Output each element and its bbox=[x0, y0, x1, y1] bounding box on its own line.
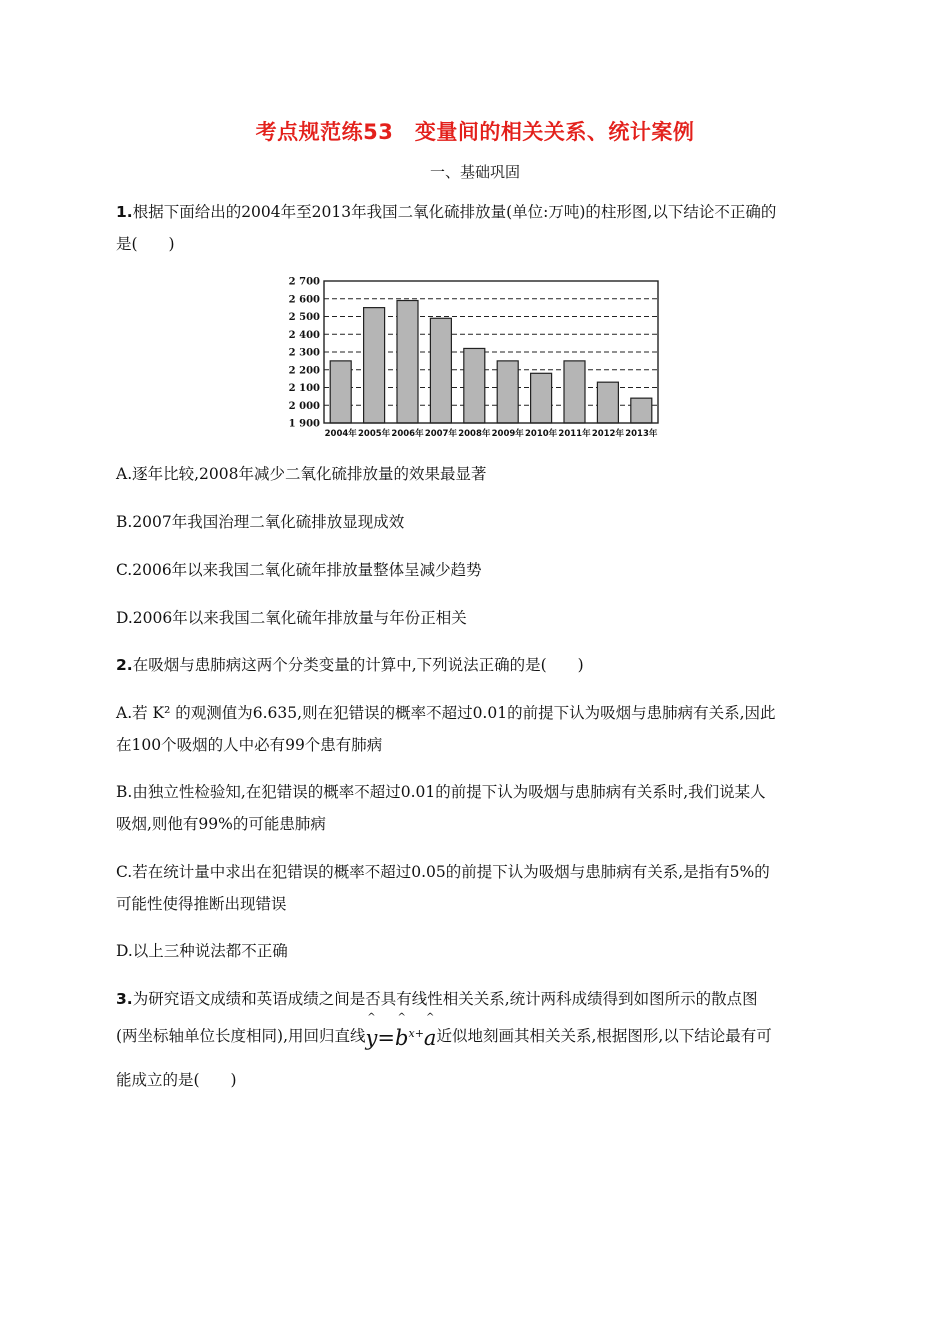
q3-stem-2-post: 近似地刻画其相关关系,根据图形,以下结论最有可 bbox=[436, 1027, 772, 1045]
y-tick-label: 2 300 bbox=[288, 347, 320, 359]
q3-stem-1: 为研究语文成绩和英语成绩之间是否具有线性相关关系,统计两科成绩得到如图所示的散点图 bbox=[132, 990, 758, 1008]
q3-number: 3. bbox=[116, 990, 133, 1008]
q3-line1 bbox=[116, 987, 758, 1009]
chart-bars bbox=[330, 301, 652, 423]
q1-option-a[interactable]: A.逐年比较,2008年减少二氧化硫排放量的效果最显著 bbox=[116, 465, 487, 483]
regression-formula: ^ y= ^ $b^{x+}$ ^ a bbox=[365, 1012, 437, 1050]
q2-option-c-1[interactable]: C.若在统计量中求出在犯错误的概率不超过0.05的前提下认为吸烟与患肺病有关系,是指有5%的 bbox=[116, 863, 770, 881]
y-tick-label: 2 200 bbox=[288, 365, 320, 377]
y-tick-label: 2 400 bbox=[288, 329, 320, 341]
x-tick-label: 2011年 bbox=[558, 429, 591, 439]
q1-stem-1: 根据下面给出的2004年至2013年我国二氧化硫排放量(单位:万吨)的柱形图,以下结论不正确的 bbox=[132, 203, 777, 221]
bar bbox=[497, 361, 518, 423]
bar bbox=[330, 361, 351, 423]
y-tick-label: 2 100 bbox=[288, 383, 320, 394]
q3-stem-3: 能成立的是( ) bbox=[116, 1071, 237, 1089]
x-tick-label: 2008年 bbox=[458, 429, 491, 439]
q1-option-d[interactable]: D.2006年以来我国二氧化硫年排放量与年份正相关 bbox=[116, 609, 467, 627]
x-tick-label: 2012年 bbox=[591, 429, 624, 439]
y-tick-label: 2 600 bbox=[288, 294, 320, 306]
x-tick-label: 2009年 bbox=[491, 429, 524, 439]
x-tick-label: 2013年 bbox=[625, 429, 658, 439]
y-tick-label: 2 700 bbox=[288, 276, 320, 288]
bar bbox=[531, 373, 552, 423]
sulfur-dioxide-bar-chart bbox=[282, 272, 662, 444]
q2-number: 2. bbox=[116, 656, 133, 674]
bar bbox=[397, 301, 418, 423]
q1-line1 bbox=[116, 200, 776, 222]
q2-stem: 在吸烟与患肺病这两个分类变量的计算中,下列说法正确的是( ) bbox=[132, 656, 584, 674]
q2-line bbox=[116, 653, 584, 675]
x-tick-label: 2010年 bbox=[525, 429, 558, 439]
bar bbox=[631, 398, 652, 423]
bar bbox=[464, 348, 485, 423]
chart-y-ticks bbox=[289, 277, 320, 430]
q3-line2 bbox=[116, 1012, 772, 1050]
y-tick-label: 2 000 bbox=[288, 400, 320, 412]
y-tick-label: 1 900 bbox=[288, 418, 320, 430]
q1-stem-2: 是( ) bbox=[116, 235, 175, 253]
q1-number: 1. bbox=[116, 203, 133, 221]
q1-option-c[interactable]: C.2006年以来我国二氧化硫年排放量整体呈减少趋势 bbox=[116, 561, 482, 579]
q2-option-d[interactable]: D.以上三种说法都不正确 bbox=[116, 942, 288, 960]
bar bbox=[430, 318, 451, 423]
q1-option-b[interactable]: B.2007年我国治理二氧化硫排放显现成效 bbox=[116, 513, 405, 531]
x-tick-label: 2005年 bbox=[358, 429, 391, 439]
q2-option-a-1[interactable]: A.若 K² 的观测值为6.635,则在犯错误的概率不超过0.01的前提下认为吸烟与患肺病有关系,因此 bbox=[116, 704, 776, 722]
q2-option-b-2: 吸烟,则他有99%的可能患肺病 bbox=[116, 815, 326, 833]
section-heading: 一、基础巩固 bbox=[429, 163, 520, 181]
chart-x-ticks bbox=[325, 428, 658, 439]
bar bbox=[564, 361, 585, 423]
page-title: 考点规范练53 变量间的相关关系、统计案例 bbox=[255, 120, 695, 144]
bar bbox=[597, 382, 618, 423]
q3-stem-2-pre: (两坐标轴单位长度相同),用回归直线 bbox=[116, 1027, 366, 1045]
q2-option-c-2: 可能性使得推断出现错误 bbox=[116, 895, 287, 913]
x-tick-label: 2004年 bbox=[324, 429, 357, 439]
x-tick-label: 2007年 bbox=[424, 429, 457, 439]
x-tick-label: 2006年 bbox=[391, 429, 424, 439]
q2-option-a-2: 在100个吸烟的人中必有99个患有肺病 bbox=[116, 736, 383, 754]
y-tick-label: 2 500 bbox=[288, 312, 320, 323]
q2-option-b-1[interactable]: B.由独立性检验知,在犯错误的概率不超过0.01的前提下认为吸烟与患肺病有关系时,我们说某人 bbox=[116, 783, 766, 801]
bar bbox=[364, 308, 385, 423]
